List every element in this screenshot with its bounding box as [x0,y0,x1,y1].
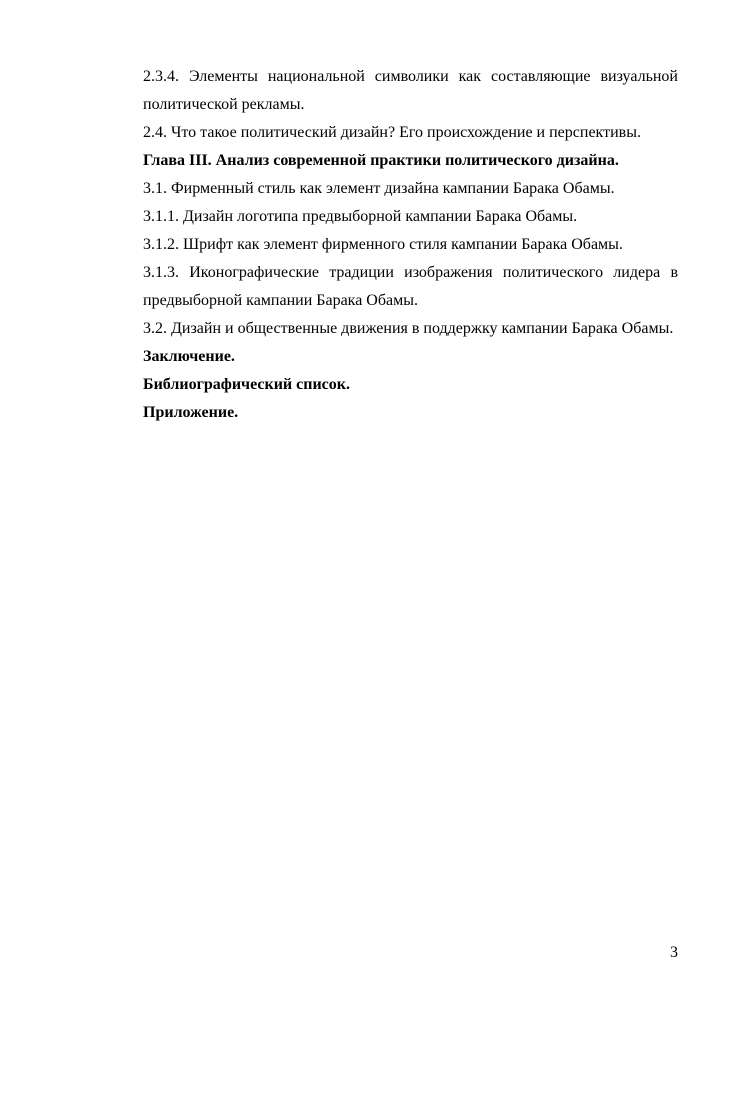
table-of-contents [143,63,678,427]
toc-chapter-3-heading: Глава III. Анализ современной практики политического дизайна. [143,152,619,169]
toc-entry-3-1: 3.1. Фирменный стиль как элемент дизайна кампании Барака Обамы. [143,180,615,197]
toc-entry-2-4: 2.4. Что такое политический дизайн? Его происхождение и перспективы. [143,124,641,141]
toc-entry-3-1-1: 3.1.1. Дизайн логотипа предвыборной кампании Барака Обамы. [143,208,578,225]
toc-appendix: Приложение. [143,404,239,421]
page-number: 3 [670,944,678,961]
toc-entry-3-1-2: 3.1.2. Шрифт как элемент фирменного стиля кампании Барака Обамы. [143,236,623,253]
toc-entry-2-3-4: 2.3.4. Элементы национальной символики как составляющие визуальной политической рекламы. [143,68,678,113]
toc-bibliography: Библиографический список. [143,376,350,393]
toc-entry-3-2: 3.2. Дизайн и общественные движения в поддержку кампании Барака Обамы. [143,320,674,337]
toc-conclusion: Заключение. [143,348,235,365]
toc-entry-3-1-3: 3.1.3. Иконографические традиции изображения политического лидера в предвыборной кампании Барака Обамы. [143,264,678,309]
